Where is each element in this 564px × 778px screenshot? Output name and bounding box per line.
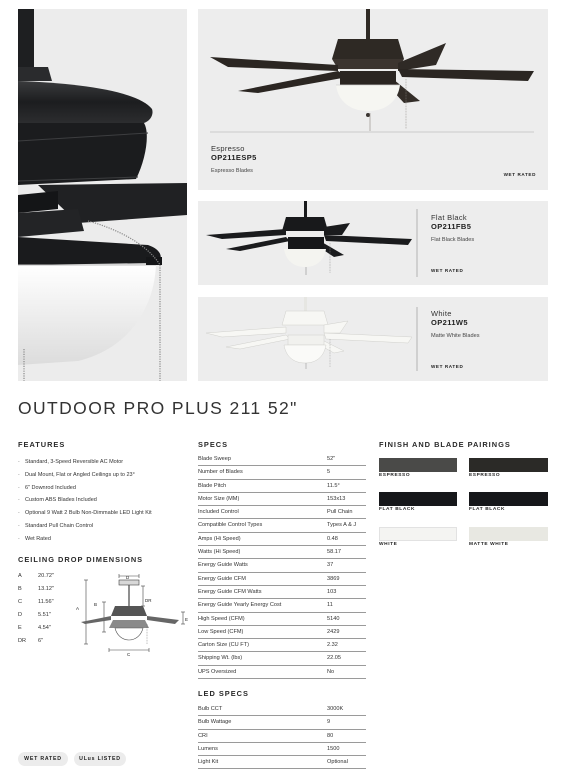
flat-black-variant-info bbox=[431, 213, 474, 244]
variant-flat-black-panel bbox=[198, 201, 548, 285]
led-specs-heading: LED SPECS bbox=[198, 689, 249, 698]
spec-row: Carton Size (CU FT) 2.32 bbox=[198, 639, 366, 652]
spec-row: Number of Blades 5 bbox=[198, 466, 366, 479]
spec-row: Shipping Wt. (lbs) 22.05 bbox=[198, 652, 366, 665]
variant-blades: Espresso Blades bbox=[211, 167, 253, 174]
spec-row: Amps (Hi Speed) 0.48 bbox=[198, 533, 366, 546]
spec-row: Energy Guide CFM 3869 bbox=[198, 573, 366, 586]
ceiling-drop-table bbox=[18, 570, 74, 649]
blade-swatch-espresso bbox=[469, 458, 548, 472]
finish-swatch-label: WHITE bbox=[379, 542, 398, 547]
led-spec-row: Bulb CCT 3000K bbox=[198, 703, 366, 716]
led-spec-row: Light Kit Optional bbox=[198, 756, 366, 769]
finish-swatch-flat-black bbox=[379, 492, 457, 506]
variant-wet-rated-badge: WET RATED bbox=[503, 172, 536, 177]
ceiling-drop-heading: CEILING DROP DIMENSIONS bbox=[18, 555, 144, 564]
feature-item: · Wet Rated bbox=[18, 535, 51, 542]
white-fan-image bbox=[198, 297, 548, 381]
feature-item: · Standard, 3-Speed Reversible AC Motor bbox=[18, 459, 124, 465]
drop-row: D 5.51" bbox=[18, 612, 51, 619]
variant-espresso-panel bbox=[198, 9, 548, 190]
diagram-label-dr: DR bbox=[145, 598, 152, 603]
spec-row: Blade Sweep 52" bbox=[198, 453, 366, 466]
diagram-label-c: C bbox=[127, 652, 131, 657]
blade-swatch-label: FLAT BLACK bbox=[469, 507, 506, 512]
drop-row: A 20.72" bbox=[18, 573, 54, 579]
blade-swatch-label: MATTE WHITE bbox=[469, 542, 509, 547]
drop-row: B 13.12" bbox=[18, 586, 54, 593]
finish-swatch-label: ESPRESSO bbox=[379, 473, 411, 478]
spec-row: UPS Oversized No bbox=[198, 666, 366, 679]
hero-fan-closeup-image bbox=[18, 9, 187, 381]
spec-row: Compatible Control Types Types A & J bbox=[198, 519, 366, 532]
variant-finish: Espresso bbox=[211, 144, 245, 153]
variant-finish: White bbox=[431, 309, 452, 318]
finish-pairings-heading: FINISH AND BLADE PAIRINGS bbox=[379, 440, 511, 449]
features-list bbox=[18, 456, 190, 546]
spec-row: Motor Size (MM) 153x13 bbox=[198, 493, 366, 506]
blade-swatch-flat-black bbox=[469, 492, 548, 506]
diagram-label-e: E bbox=[185, 617, 189, 622]
led-spec-row: CRI 80 bbox=[198, 730, 366, 743]
feature-item: · Standard Pull Chain Control bbox=[18, 522, 94, 529]
feature-item: · Custom ABS Blades Included bbox=[18, 497, 97, 504]
drop-row: E 4.54" bbox=[18, 625, 51, 632]
feature-item: · Optional 9 Watt 2 Bulb Non-Dimmable LED Light Kit bbox=[18, 510, 152, 517]
spec-row: Energy Guide Watts 37 bbox=[198, 559, 366, 572]
led-spec-row: Bulb Wattage 9 bbox=[198, 716, 366, 729]
ceiling-drop-diagram bbox=[75, 572, 190, 660]
finish-swatch-label: FLAT BLACK bbox=[379, 507, 416, 512]
variant-sku: OP211FB5 bbox=[431, 222, 472, 232]
variant-wet-rated-badge: WET RATED bbox=[431, 268, 464, 273]
spec-row: Blade Pitch 11.5° bbox=[198, 480, 366, 493]
diagram-label-a: A bbox=[76, 606, 80, 611]
variant-blades: Flat Black Blades bbox=[431, 236, 475, 243]
variant-blades: Matte White Blades bbox=[431, 332, 480, 339]
feature-item: · 6" Downrod Included bbox=[18, 484, 76, 491]
variant-finish: Flat Black bbox=[431, 213, 467, 222]
diagram-label-d: D bbox=[126, 575, 130, 580]
diagram-label-b: B bbox=[94, 602, 98, 607]
finish-swatch-white bbox=[379, 527, 457, 541]
ul-listed-badge: ULus LISTED bbox=[74, 752, 126, 766]
drop-row: C 11.56" bbox=[18, 599, 54, 606]
product-title: OUTDOOR PRO PLUS 211 52" bbox=[18, 398, 298, 418]
flat-black-fan-image bbox=[198, 201, 548, 285]
wet-rated-badge: WET RATED bbox=[18, 752, 68, 766]
spec-row: High Speed (CFM) 5140 bbox=[198, 613, 366, 626]
hero-fan-illustration bbox=[18, 9, 187, 381]
drop-row: DR 6" bbox=[18, 638, 44, 645]
led-specs-table bbox=[198, 703, 366, 769]
led-spec-row: Lumens 1500 bbox=[198, 743, 366, 756]
specs-table bbox=[198, 453, 366, 679]
variant-sku: OP211W5 bbox=[431, 318, 468, 328]
blade-swatch-matte-white bbox=[469, 527, 548, 541]
white-variant-info bbox=[431, 309, 480, 340]
feature-item: · Dual Mount, Flat or Angled Ceilings up to 23° bbox=[18, 471, 135, 478]
spec-row: Energy Guide Yearly Energy Cost 11 bbox=[198, 599, 366, 612]
variant-white-panel bbox=[198, 297, 548, 381]
spec-row: Watts (Hi Speed) 58.17 bbox=[198, 546, 366, 559]
spec-row: Energy Guide CFM Watts 103 bbox=[198, 586, 366, 599]
specs-heading: SPECS bbox=[198, 440, 229, 449]
blade-swatch-label: ESPRESSO bbox=[469, 473, 501, 478]
espresso-variant-info bbox=[211, 144, 257, 175]
finish-swatch-espresso bbox=[379, 458, 457, 472]
spec-row: Included Control Pull Chain bbox=[198, 506, 366, 519]
variant-sku: OP211ESP5 bbox=[211, 153, 257, 163]
variant-wet-rated-badge: WET RATED bbox=[431, 364, 464, 369]
features-heading: FEATURES bbox=[18, 440, 66, 449]
spec-row: Low Speed (CFM) 2429 bbox=[198, 626, 366, 639]
